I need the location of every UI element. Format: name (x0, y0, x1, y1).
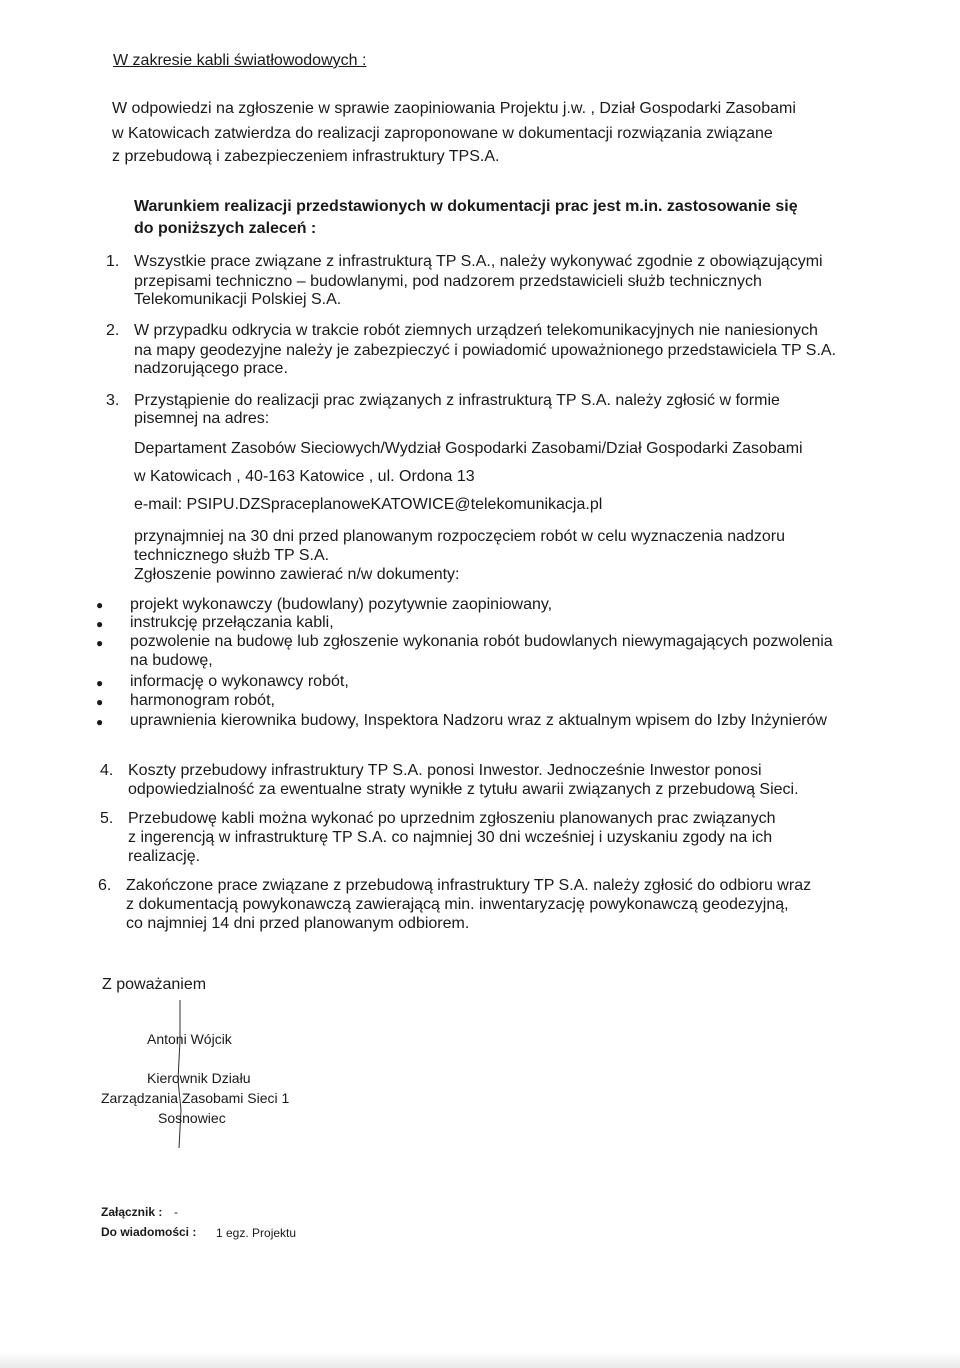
cc-value: 1 egz. Projektu (216, 1226, 297, 1240)
signatory-title: Kierownik Działu (147, 1070, 251, 1086)
item-1-line-1: Wszystkie prace związane z infrastrukturą TP S.A., należy wykonywać zgodnie z obowiązującymi (134, 253, 823, 270)
item-number: 1. (106, 253, 120, 270)
intro-line-3: z przebudową i zabezpieczeniem infrastruktury TPS.A. (112, 148, 500, 165)
bullet-icon: ● (96, 676, 104, 690)
item-2-line-3: nadzorującego prace. (134, 360, 288, 377)
item-2-line-1: W przypadku odkrycia w trakcie robót ziemnych urządzeń telekomunikacyjnych nie naniesionych (134, 322, 818, 339)
section-header: W zakresie kabli światłowodowych : (113, 52, 367, 69)
bullet-item: informację o wykonawcy robót, (130, 673, 349, 690)
item-3-line-1: Przystąpienie do realizacji prac związanych z infrastrukturą TP S.A. należy zgłosić w formie (134, 392, 780, 409)
item-number: 5. (100, 810, 114, 827)
item-number: 2. (106, 322, 120, 339)
signatory-city: Sosnowiec (158, 1110, 226, 1126)
item-1-line-2: przepisami techniczno – budowlanymi, pod nadzorem przedstawicieli służb technicznych (134, 273, 762, 290)
bullet-icon: ● (96, 598, 104, 612)
item-3-line-2: pisemnej na adres: (134, 410, 270, 427)
item-number: 3. (106, 392, 120, 409)
item-1-line-3: Telekomunikacji Polskiej S.A. (134, 291, 342, 308)
intro-line-2: w Katowicach zatwierdza do realizacji zaproponowane w dokumentacji rozwiązania związane (112, 125, 773, 142)
item-6-line-2: z dokumentacją powykonawczą zawierającą min. inwentaryzację powykonawczą geodezyjną, (126, 896, 789, 913)
signatory-name: Antoni Wójcik (147, 1031, 232, 1047)
item-2-line-2: na mapy geodezyjne należy je zabezpieczyć i powiadomić upoważnionego przedstawiciela TP S.A. (134, 342, 837, 359)
notice-line-3: Zgłoszenie powinno zawierać n/w dokumenty: (134, 566, 460, 583)
notice-line-2: technicznego służb TP S.A. (134, 547, 330, 564)
conditions-line-2: do poniższych zaleceń : (134, 220, 317, 237)
item-5-line-3: realizację. (128, 848, 201, 865)
bullet-item: harmonogram robót, (130, 692, 275, 709)
email-address[interactable]: e-mail: PSIPU.DZSpraceplanoweKATOWICE@telekomunikacja.pl (134, 496, 603, 513)
cc-label: Do wiadomości : (101, 1225, 197, 1239)
closing-salutation: Z poważaniem (102, 976, 207, 993)
bullet-item: pozwolenie na budowę lub zgłoszenie wykonania robót budowlanych niewymagających pozwolenia (130, 633, 833, 650)
item-5-line-2: z ingerencją w infrastrukturę TP S.A. co najmniej 30 dni wcześniej i uzyskaniu zgody na ich (128, 829, 773, 846)
item-5-line-1: Przebudowę kabli można wykonać po uprzednim zgłoszeniu planowanych prac związanych (128, 810, 776, 827)
conditions-line-1: Warunkiem realizacji przedstawionych w dokumentacji prac jest m.in. zastosowanie się (134, 198, 798, 215)
bullet-icon: ● (96, 617, 104, 631)
item-4-line-1: Koszty przebudowy infrastruktury TP S.A. ponosi Inwestor. Jednocześnie Inwestor ponosi (128, 762, 762, 779)
address-line-2: w Katowicach , 40-163 Katowice , ul. Ordona 13 (134, 468, 475, 485)
scan-edge (0, 1352, 960, 1368)
bullet-icon: ● (96, 636, 104, 650)
bullet-item: uprawnienia kierownika budowy, Inspektora Nadzoru wraz z aktualnym wpisem do Izby Inżynierów (130, 712, 827, 729)
item-6-line-3: co najmniej 14 dni przed planowanym odbiorem. (126, 915, 470, 932)
bullet-icon: ● (96, 715, 104, 729)
address-line-1: Departament Zasobów Sieciowych/Wydział Gospodarki Zasobami/Dział Gospodarki Zasobami (134, 440, 803, 457)
item-4-line-2: odpowiedzialność za ewentualne straty wynikłe z tytułu awarii związanych z przebudową Sieci. (128, 781, 799, 798)
intro-line-1: W odpowiedzi na zgłoszenie w sprawie zaopiniowania Projektu j.w. , Dział Gospodarki Zasobami (112, 100, 796, 117)
attachment-value: - (174, 1205, 178, 1219)
bullet-item: projekt wykonawczy (budowlany) pozytywnie zaopiniowany, (130, 596, 553, 613)
attachment-label: Załącznik : (101, 1205, 163, 1219)
notice-line-1: przynajmniej na 30 dni przed planowanym rozpoczęciem robót w celu wyznaczenia nadzoru (134, 528, 786, 545)
signatory-department: Zarządzania Zasobami Sieci 1 (101, 1090, 290, 1106)
item-number: 6. (98, 877, 112, 894)
item-number: 4. (100, 762, 114, 779)
bullet-item-continuation: na budowę, (130, 652, 213, 669)
bullet-icon: ● (96, 695, 104, 709)
item-6-line-1: Zakończone prace związane z przebudową infrastruktury TP S.A. należy zgłosić do odbioru wraz (126, 877, 812, 894)
bullet-item: instrukcję przełączania kabli, (130, 614, 334, 631)
